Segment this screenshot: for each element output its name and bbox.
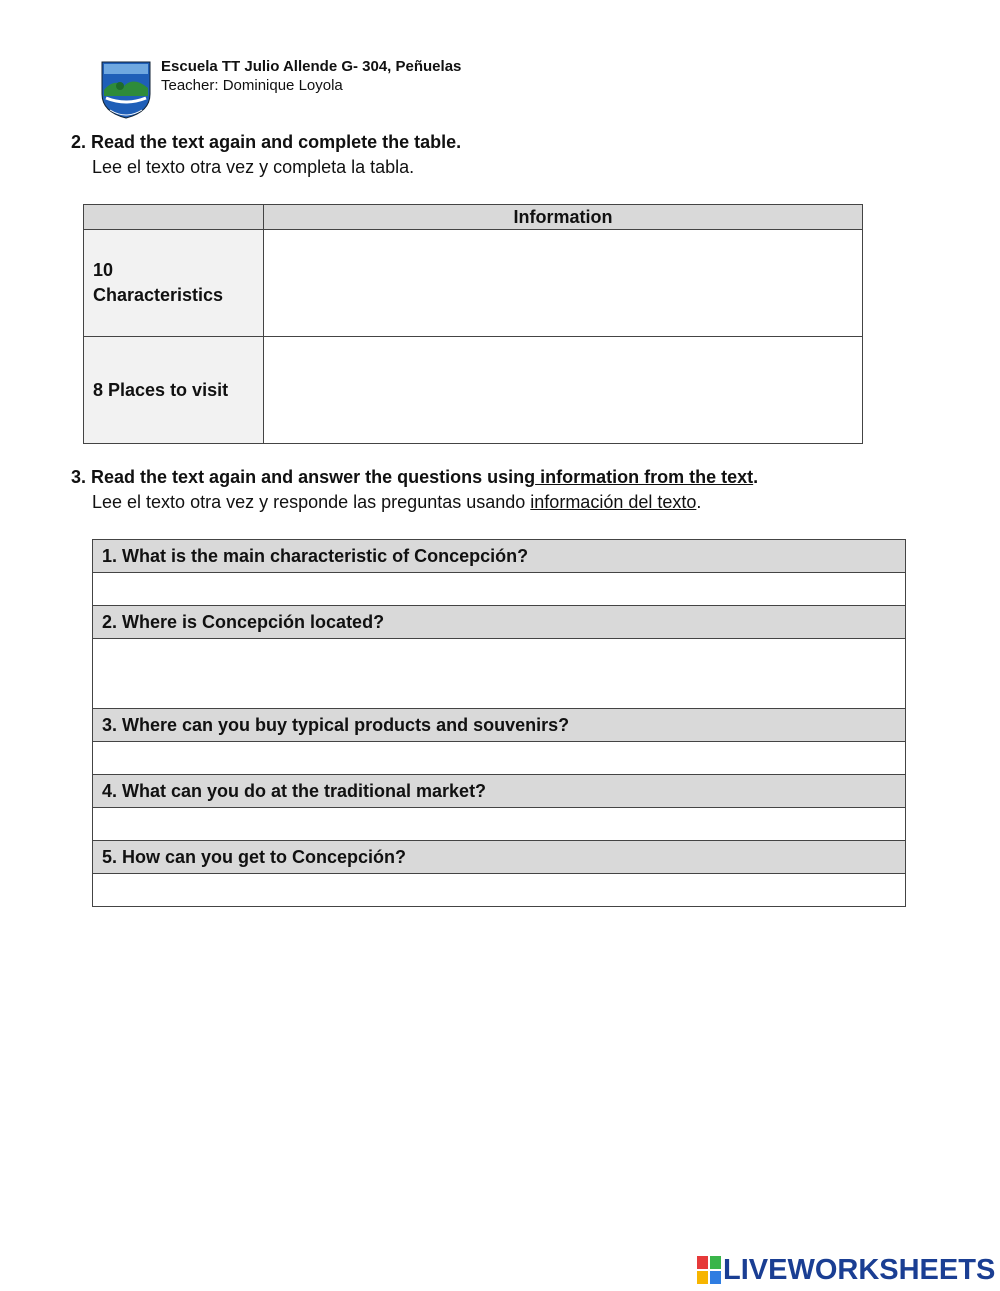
brand-name: LIVEWORKSHEETS	[723, 1253, 996, 1286]
places-label: 8 Places to visit	[84, 337, 264, 444]
information-table	[83, 204, 863, 444]
school-name: Escuela TT Julio Allende G- 304, Peñuelas	[161, 58, 462, 75]
answer-4-field[interactable]	[93, 808, 906, 841]
information-header: Information	[264, 205, 863, 230]
characteristics-label	[84, 230, 264, 337]
section-3-instruction-underlined: information from the text	[535, 467, 754, 487]
section-3-title	[71, 467, 758, 488]
question-2: 2. Where is Concepción located?	[93, 606, 906, 639]
section-3-subtitle-text: Lee el texto otra vez y responde las preguntas usando	[92, 492, 531, 512]
characteristics-text: Characteristics	[93, 285, 224, 305]
answer-2-field[interactable]	[93, 639, 906, 709]
questions-table	[92, 539, 906, 907]
liveworksheets-brand	[697, 1253, 995, 1287]
section-3-number: 3.	[71, 467, 87, 487]
table-corner-cell	[84, 205, 264, 230]
characteristics-answer-cell[interactable]	[264, 230, 863, 337]
question-4: 4. What can you do at the traditional market?	[93, 775, 906, 808]
section-3-subtitle	[92, 492, 701, 513]
section-2-number: 2.	[71, 132, 87, 152]
section-3-instruction: Read the text again and answer the questions using	[91, 467, 536, 487]
question-1: 1. What is the main characteristic of Concepción?	[93, 540, 906, 573]
answer-1-field[interactable]	[93, 573, 906, 606]
places-answer-cell[interactable]	[264, 337, 863, 444]
school-crest-logo	[100, 60, 152, 120]
answer-3-field[interactable]	[93, 742, 906, 775]
question-5: 5. How can you get to Concepción?	[93, 841, 906, 874]
answer-5-field[interactable]	[93, 874, 906, 907]
section-3-subtitle-underlined: información del texto	[530, 492, 697, 512]
section-3-subtitle-end: .	[696, 492, 702, 512]
question-3: 3. Where can you buy typical products and souvenirs?	[93, 709, 906, 742]
section-2-instruction: Read the text again and complete the table.	[91, 132, 462, 152]
liveworksheets-logo-icon	[697, 1256, 721, 1284]
section-3-instruction-end: .	[753, 467, 759, 487]
section-2-subtitle: Lee el texto otra vez y completa la tabla.	[92, 157, 415, 177]
section-2-title	[71, 132, 461, 153]
characteristics-count: 10	[93, 260, 114, 280]
teacher-name: Teacher: Dominique Loyola	[161, 77, 343, 94]
